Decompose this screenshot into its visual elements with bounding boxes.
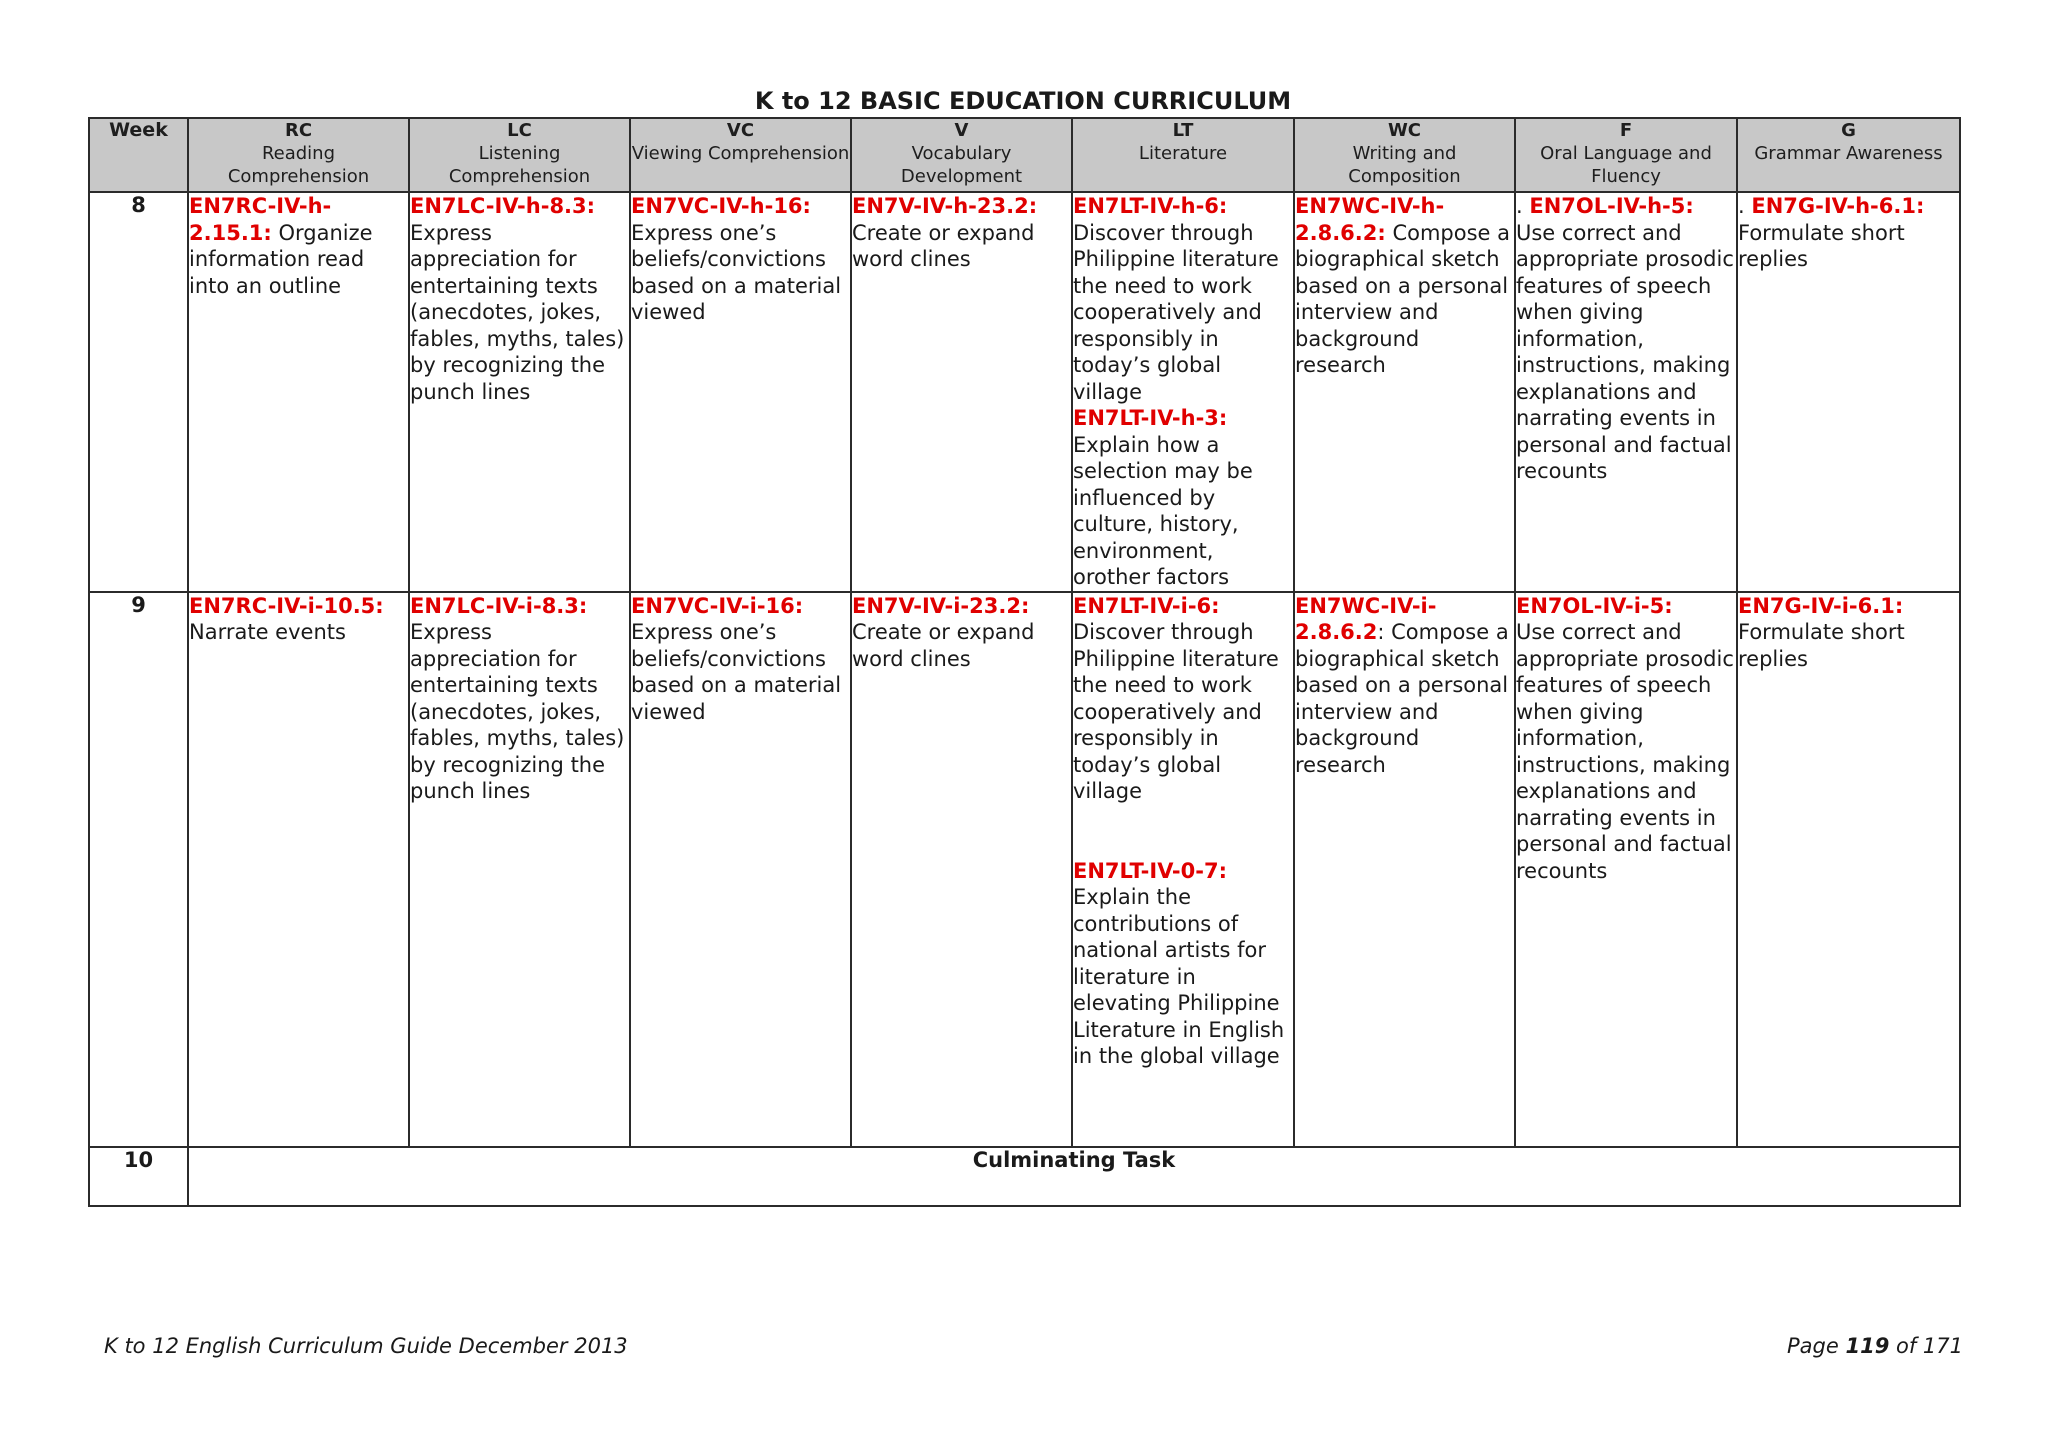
column-name: Vocabulary Development [900, 143, 1023, 187]
competency-entry [189, 193, 408, 299]
competency-text: Explain how a selection may be influenced by culture, history, environment, orother factors [1073, 432, 1253, 589]
competency-code: EN7LT-IV-h-3: [1073, 406, 1228, 430]
competency-text: Explain the contributions of national artists for literature in elevating Philippine Literature in English in the global village [1073, 885, 1285, 1068]
column-name: Listening Comprehension [448, 143, 591, 187]
competency-code: EN7OL-IV-i-5: [1516, 593, 1673, 618]
cell-wc [1294, 592, 1515, 1147]
entry-prefix: . [1738, 194, 1752, 218]
column-header-f [1515, 118, 1737, 192]
competency-text: Create or expand word clines [852, 220, 1035, 271]
column-name: Viewing Comprehension [631, 143, 850, 164]
column-header-lt [1072, 118, 1294, 192]
table-row-week-10 [89, 1147, 1960, 1206]
footer-page-number [1787, 1334, 1963, 1358]
cell-wc [1294, 192, 1515, 592]
cell-rc [188, 192, 409, 592]
column-code: VC [726, 120, 755, 141]
competency-code: EN7RC-IV-h-2.15.1: [189, 194, 332, 245]
competency-text: Use correct and appropriate prosodic features of speech when giving information, instructions, making explanations and narrating events in personal and factual recounts [1516, 620, 1734, 883]
week-number: 10 [89, 1147, 188, 1206]
entry-prefix: . [1516, 194, 1530, 218]
competency-entry [1295, 193, 1514, 379]
competency-code: EN7LC-IV-h-8.3: [410, 194, 596, 218]
cell-lt [1072, 192, 1294, 592]
competency-code: EN7LC-IV-i-8.3: [410, 593, 588, 618]
cell-f [1515, 592, 1737, 1147]
competency-entry [1516, 193, 1736, 485]
column-code: V [954, 120, 969, 141]
week-number: 8 [89, 192, 188, 592]
competency-entry [1073, 593, 1293, 805]
competency-entry [1516, 593, 1736, 885]
column-code: LT [1172, 120, 1194, 141]
column-name: Writing and Composition [1348, 143, 1461, 187]
competency-entry [852, 593, 1071, 673]
column-header-lc [409, 118, 630, 192]
competency-entry [1073, 405, 1293, 591]
cell-f [1515, 192, 1737, 592]
competency-text: Express one’s beliefs/convictions based on a material viewed [631, 620, 842, 724]
competency-code: EN7LT-IV-i-6: [1073, 593, 1220, 618]
competency-code: EN7OL-IV-h-5: [1529, 194, 1694, 218]
curriculum-table [88, 117, 1961, 1207]
competency-code: EN7VC-IV-h-16: [631, 194, 811, 218]
cell-rc [188, 592, 409, 1147]
competency-text: Express appreciation for entertaining texts (anecdotes, jokes, fables, myths, tales) by recognizing the punch lines [410, 620, 625, 803]
column-header-rc [188, 118, 409, 192]
cell-vc [630, 192, 851, 592]
cell-g [1737, 192, 1960, 592]
column-code: LC [507, 120, 532, 141]
competency-text: Organize information read into an outline [189, 220, 373, 298]
competency-entry [1073, 858, 1293, 1070]
cell-g [1737, 592, 1960, 1147]
competency-entry [1738, 593, 1959, 673]
cell-lc [409, 192, 630, 592]
cell-lc [409, 592, 630, 1147]
competency-text: Express appreciation for entertaining texts (anecdotes, jokes, fables, myths, tales) by recognizing the punch lines [410, 220, 625, 404]
competency-text: Express one’s beliefs/convictions based on a material viewed [631, 220, 842, 324]
page-current: 119 [1845, 1334, 1890, 1358]
table-row-week-8 [89, 192, 1960, 592]
competency-entry [1295, 593, 1514, 779]
competency-text: Narrate events [189, 620, 346, 644]
cell-v [851, 192, 1072, 592]
competency-entry [631, 193, 850, 326]
page-prefix: Page [1787, 1334, 1846, 1358]
competency-code: EN7G-IV-i-6.1: [1738, 593, 1904, 618]
column-code: G [1841, 120, 1856, 141]
competency-text: Formulate short replies [1738, 620, 1905, 671]
table-row-week-9 [89, 592, 1960, 1147]
competency-code: EN7V-IV-i-23.2: [852, 593, 1030, 618]
competency-text: : Compose a biographical sketch based on a personal interview and background research [1295, 620, 1509, 777]
header-row [89, 118, 1960, 192]
competency-entry [189, 593, 408, 646]
competency-entry [1738, 193, 1959, 273]
column-code: WC [1387, 120, 1422, 141]
cell-vc [630, 592, 851, 1147]
competency-text: Create or expand word clines [852, 620, 1035, 671]
column-code: F [1619, 120, 1633, 141]
competency-text: Use correct and appropriate prosodic features of speech when giving information, instructions, making explanations and narrating events in personal and factual recounts [1516, 220, 1734, 483]
culminating-task: Culminating Task [188, 1147, 1960, 1206]
competency-code: EN7LT-IV-0-7: [1073, 858, 1227, 883]
page-title: K to 12 BASIC EDUCATION CURRICULUM [754, 87, 1292, 115]
competency-text: Compose a biographical sketch based on a personal interview and background research [1295, 220, 1511, 377]
competency-code: EN7WC-IV-i-2.8.6.2 [1295, 593, 1437, 644]
cell-lt [1072, 592, 1294, 1147]
competency-text: Discover through Philippine literature the need to work cooperatively and responsibly in today’s global village [1073, 620, 1279, 803]
column-header-v [851, 118, 1072, 192]
competency-entry [1073, 193, 1293, 405]
competency-text: Formulate short replies [1738, 220, 1905, 271]
column-name: Grammar Awareness [1754, 143, 1943, 164]
competency-code: EN7LT-IV-h-6: [1073, 194, 1228, 218]
column-header-wc [1294, 118, 1515, 192]
competency-code: EN7V-IV-h-23.2: [852, 194, 1038, 218]
column-name: Oral Language and Fluency [1540, 143, 1712, 187]
week-number: 9 [89, 592, 188, 1147]
column-header-vc [630, 118, 851, 192]
competency-entry [410, 193, 629, 405]
competency-text: Discover through Philippine literature the need to work cooperatively and responsibly in today’s global village [1073, 220, 1279, 404]
competency-entry [410, 593, 629, 805]
week-header: Week [89, 118, 188, 192]
footer-guide-title: K to 12 English Curriculum Guide December 2013 [104, 1334, 628, 1358]
competency-entry [631, 593, 850, 726]
competency-code: EN7WC-IV-h-2.8.6.2: [1295, 194, 1445, 245]
column-name: Literature [1138, 143, 1228, 164]
competency-code: EN7G-IV-h-6.1: [1751, 194, 1925, 218]
competency-code: EN7VC-IV-i-16: [631, 593, 804, 618]
competency-code: EN7RC-IV-i-10.5: [189, 593, 384, 618]
competency-entry [852, 193, 1071, 273]
column-name: Reading Comprehension [227, 143, 370, 187]
page-suffix: of 171 [1889, 1334, 1963, 1358]
cell-v [851, 592, 1072, 1147]
column-header-g [1737, 118, 1960, 192]
column-code: RC [284, 120, 313, 141]
